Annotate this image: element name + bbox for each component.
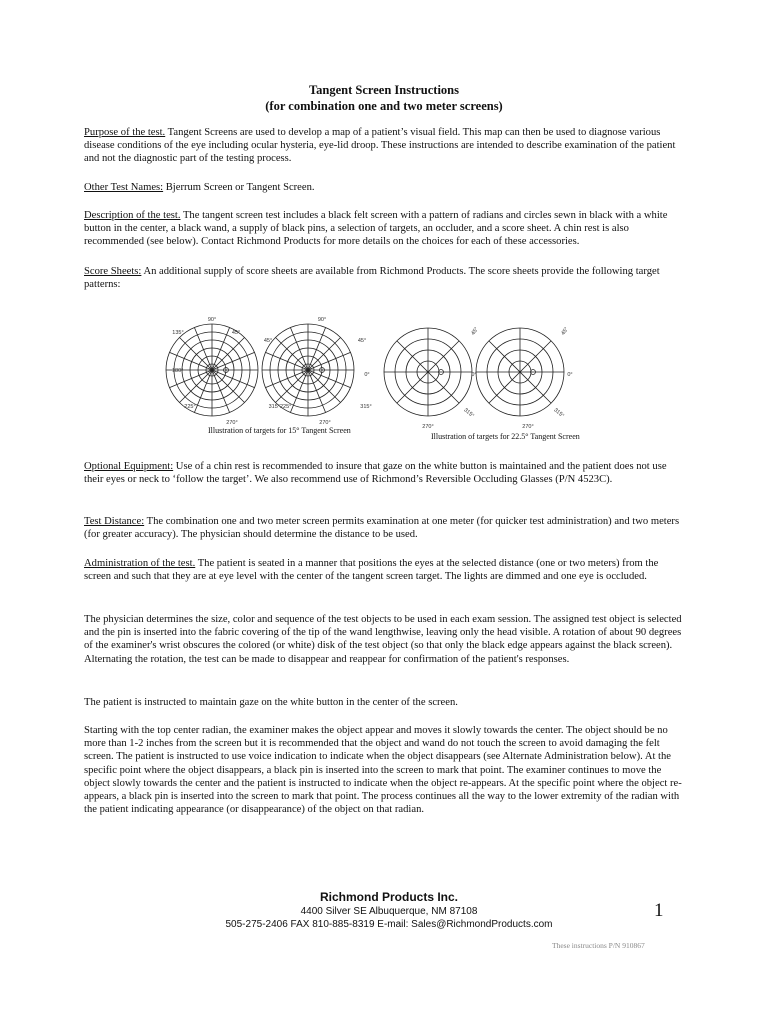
caption-15-tangent-screen: Illustration of targets for 15° Tangent Screen <box>208 426 351 435</box>
page-number: 1 <box>654 900 664 921</box>
polar-grid-22-5-chart1 <box>384 326 480 430</box>
description-paragraph <box>84 209 682 249</box>
polar-charts-15 <box>160 312 372 424</box>
optional-equipment-text: Use of a chin rest is recommended to insure that gaze on the white button is maintained and the patient does not use their eyes or neck to ‘follow the target’. We also recommend use of Richmond’s Reversible Occluding Glasses (P/N 4523C). <box>84 461 667 486</box>
footer-company: Richmond Products Inc. <box>319 890 458 904</box>
angle-label-0: 0° <box>567 372 573 378</box>
angle-label-270: 270° <box>522 424 534 430</box>
title-line-1: Tangent Screen Instructions <box>308 83 460 97</box>
test-distance-heading: Test Distance: <box>84 516 145 527</box>
other-names-text: Bjerrum Screen or Tangent Screen. <box>163 182 315 193</box>
polar-grid-22-5-chart2 <box>476 326 573 430</box>
angle-label-180: 180° <box>172 368 184 374</box>
title-line-2: (for combination one and two meter screens) <box>265 99 503 113</box>
other-names-paragraph <box>84 181 682 194</box>
score-sheets-text: An additional supply of score sheets are available from Richmond Products. The score sheets provide the following target patterns: <box>84 266 660 291</box>
angle-label-0: 0° <box>364 372 370 378</box>
purpose-paragraph <box>84 126 682 166</box>
caption-22-5-tangent-screen: Illustration of targets for 22.5° Tangent Screen <box>431 432 580 441</box>
angle-label-270: 270° <box>422 424 434 430</box>
angle-label-225: 225° <box>184 404 196 410</box>
angle-label-45: 45° <box>560 326 571 337</box>
document-title <box>0 82 768 114</box>
polar-charts-22-5 <box>378 312 578 430</box>
optional-equipment-heading: Optional Equipment: <box>84 461 174 472</box>
angle-label-270: 270° <box>319 420 331 426</box>
physician-paragraph: The physician determines the size, color and sequence of the test objects to be used in each exam session. The assigned test object is selected and the pin is inserted into the fabric covering of the tip of the wand lengthwise, leaving only the head visible. A rotation of about 90 degrees of the examiner's wrist obscures the colored (or white) disk of the test object (so that only the black edge appears against the black screen). Alternating the rotation, the test can be made to disappear and reappear for confirmation of the patient's responses. <box>84 614 682 665</box>
test-distance-paragraph <box>84 515 682 541</box>
angle-label-45-left: 45° <box>263 338 273 344</box>
tangent-screen-15-figure <box>160 312 372 424</box>
angle-label-45: 45° <box>357 338 367 344</box>
angle-label-315: 315° <box>462 407 475 420</box>
polar-grid-15-chart2 <box>262 317 372 426</box>
polar-grid-15-chart1 <box>166 317 258 426</box>
tangent-screen-22-5-figure <box>378 312 578 430</box>
angle-label-45: 45° <box>231 330 241 336</box>
other-names-heading: Other Test Names: <box>84 182 164 193</box>
description-heading: Description of the test. <box>84 210 181 221</box>
description-text: The tangent screen test includes a black felt screen with a pattern of radians and circles sewn in black with a white button in the center, a black wand, a supply of black pins, a selection of targets, an occluder, and a score sheet. A chin rest is also recommended (see below). Contact Richmond Products for more details on the choices for each of these accessories. <box>84 210 668 248</box>
test-distance-text: The combination one and two meter screen permits examination at one meter (for quicker test administration) and two meters (for greater accuracy). The physician should determine the distance to be used. <box>84 516 680 541</box>
purpose-heading: Purpose of the test. <box>84 127 166 138</box>
optional-equipment-paragraph <box>84 460 682 486</box>
gaze-paragraph: The patient is instructed to maintain gaze on the white button in the center of the screen. <box>84 697 458 708</box>
administration-paragraph <box>84 557 682 583</box>
angle-label-90: 90° <box>207 317 217 323</box>
angle-label-315-225: 315°225° <box>268 404 292 410</box>
angle-label-45: 45° <box>470 326 481 337</box>
administration-text: The patient is seated in a manner that positions the eyes at the selected distance (one or two meters) from the screen and such that they are at eye level with the center of the tangent screen target. The lights are dimmed and one eye is occluded. <box>84 558 659 583</box>
score-sheets-paragraph <box>84 265 682 291</box>
document-part-number: These instructions P/N 910867 <box>552 941 645 950</box>
angle-label-135: 135° <box>172 330 184 336</box>
angle-label-270: 270° <box>226 420 238 426</box>
angle-label-315: 315° <box>360 404 372 410</box>
angle-label-90: 90° <box>317 317 327 323</box>
footer-contact: 505-275-2406 FAX 810-885-8319 E-mail: Sales@RichmondProducts.com <box>225 919 553 930</box>
score-sheets-heading: Score Sheets: <box>84 266 142 277</box>
purpose-text: Tangent Screens are used to develop a map of a patient’s visual field. This map can then be used to diagnose various disease conditions of the eye including ocular hysteria, eye-lid droop. These instructions are intended to describe examination of the patient and not the diagnostic part of the testing process. <box>84 127 676 165</box>
angle-label-315: 315° <box>552 407 565 420</box>
footer-address: 4400 Silver SE Albuquerque, NM 87108 <box>300 906 478 917</box>
procedure-paragraph: Starting with the top center radian, the examiner makes the object appear and moves it slowly towards the center. The object should be no more than 1-2 inches from the screen but it is recommended that the object and wand do not touch the screen to avoid damaging the felt screen. The patient is instructed to use voice indication to indicate when the object disappears (see Alternate Administration below). At the specific point where the object disappears, a black pin is inserted into the screen to mark that point. The examiner continues to move the object slowly towards the center and the patient is instructed to indicate when the object re-appears. At the specific point where the object re-appears, a black pin is inserted into the screen to mark that point. The process continues all the way to the lower extremity of the radian with the patient indicating appearance (or disappearance) of the object on that radian. <box>84 725 682 816</box>
angle-label-0: 0° <box>471 372 477 378</box>
administration-heading: Administration of the test. <box>84 558 196 569</box>
